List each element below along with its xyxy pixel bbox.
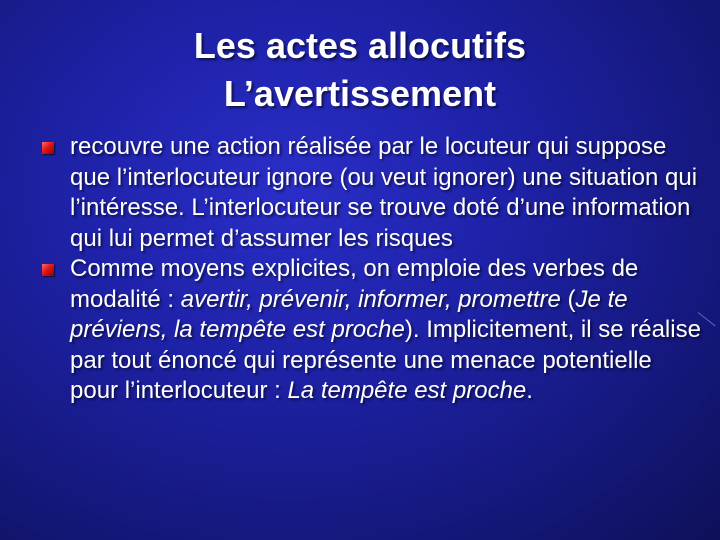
bullet-2-text-part-2: (	[560, 285, 576, 313]
red-square-bullet-icon	[42, 142, 54, 154]
title-line-1: Les actes allocutifs	[193, 25, 527, 66]
slide-title	[40, 22, 680, 118]
bullet-2-italic-example-2: La tempête est proche	[287, 377, 527, 404]
bullet-2-text-part-4: .	[526, 377, 533, 404]
bullet-item-1	[42, 132, 702, 254]
red-square-bullet-icon	[42, 264, 54, 276]
bullet-2-text-part-1: Comme moyens explicites, on emploie des verbes de modalité :	[70, 255, 639, 313]
bullet-2-italic-example-1: Je te préviens, la tempête est proche	[70, 285, 628, 343]
title-line-2: L’avertissement	[223, 73, 497, 114]
bullet-2-text-part-3: ). Implicitement, il se réalise par tout énoncé qui représente une menace potentielle pour l’interlocuteur :	[70, 316, 701, 404]
bullet-item-2	[42, 254, 702, 407]
bullet-1-text: recouvre une action réalisée par le locuteur qui suppose que l’interlocuteur ignore (ou veut ignorer) une situation qui l’intéresse. L’interlocuteur se trouve doté d’une information qui lui permet d’assumer les risques	[70, 133, 698, 252]
bullet-list	[42, 132, 702, 407]
bullet-2-italic-verbs: avertir, prévenir, informer, promettre	[180, 285, 561, 313]
